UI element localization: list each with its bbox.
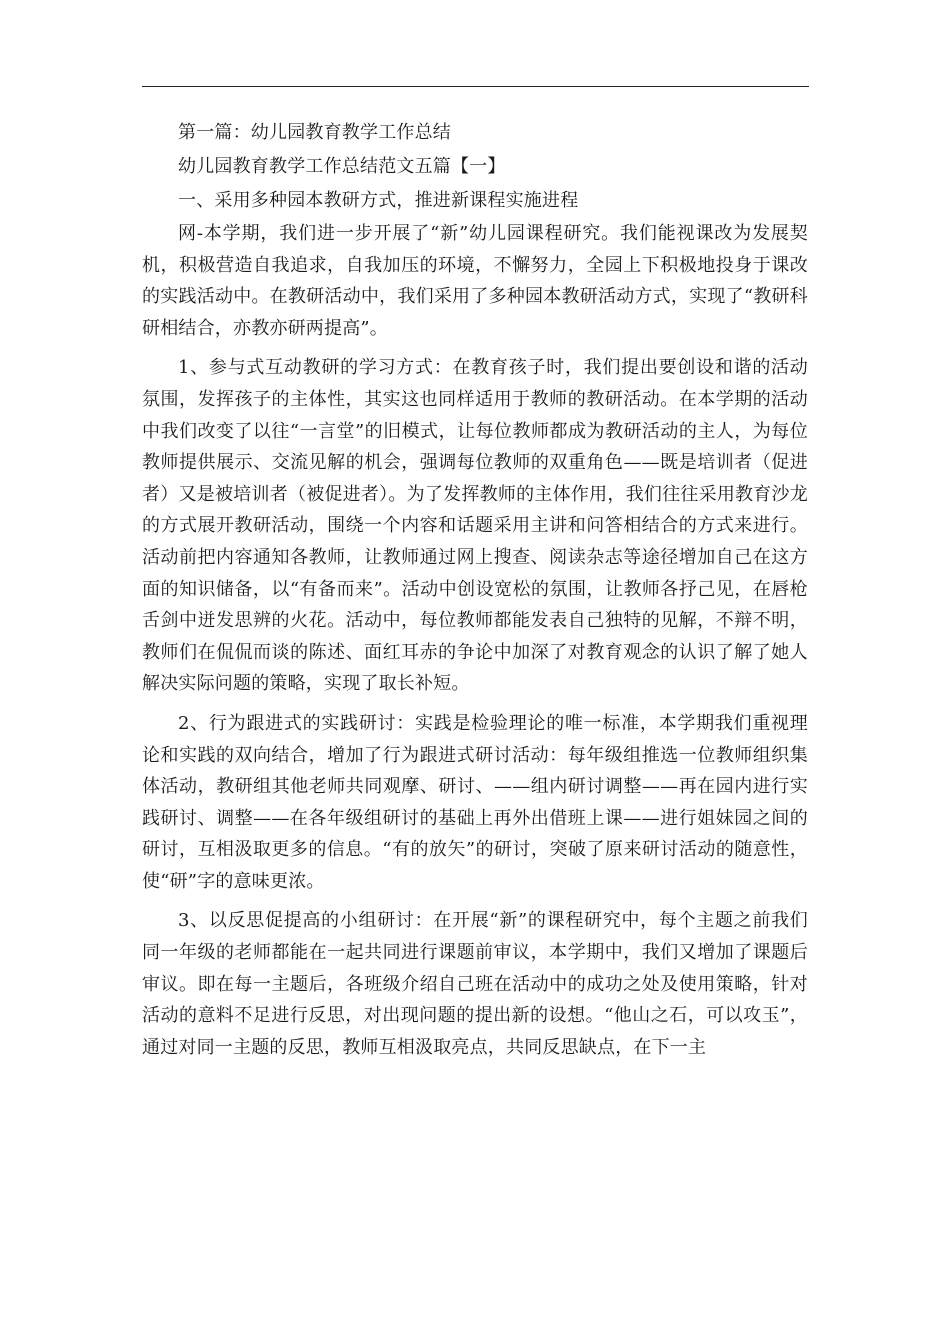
paragraph-item-3: 3、以反思促提高的小组研讨：在开展“新”的课程研究中，每个主题之前我们同一年级的老师都能在一起共同进行课题前审议，本学期中，我们又增加了课题后审议。即在每一主题后，各班级介绍自己班在活动中的成功之处及使用策略，针对活动的意料不足进行反思，对出现问题的提出新的设想。“他山之石，可以攻玉”，通过对同一主题的反思，教师互相汲取亮点，共同反思缺点，在下一主: [142, 910, 808, 1058]
paragraph-item-1: 1、参与式互动教研的学习方式：在教育孩子时，我们提出要创设和谐的活动氛围，发挥孩子的主体性，其实这也同样适用于教师的教研活动。在本学期的活动中我们改变了以往“一言堂”的旧模式，让每位教师都成为教研活动的主人，为每位教师提供展示、交流见解的机会，强调每位教师的双重角色——既是培训者（促进者）又是被培训者（被促进者）。为了发挥教师的主体作用，我们往往采用教育沙龙的方式展开教研活动，围绕一个内容和话题采用主讲和问答相结合的方式来进行。活动前把内容通知各教师，让教师通过网上搜查、阅读杂志等途径增加自己在这方面的知识储备，以“有备而来”。活动中创设宽松的氛围，让教师各抒己见，在唇枪舌剑中迸发思辨的火花。活动中，每位教师都能发表自己独特的见解，不辩不明，教师们在侃侃而谈的陈述、面红耳赤的争论中加深了对教育观念的认识了解了她人解决实际问题的策略，实现了取长补短。: [142, 357, 808, 695]
header-rule: [142, 86, 809, 87]
paragraph-intro: 网-本学期，我们进一步开展了“新”幼儿园课程研究。我们能视课改为发展契机，积极营造自我追求，自我加压的环境，不懈努力，全园上下积极地投身于课改的实践活动中。在教研活动中，我们采用了多种园本教研活动方式，实现了“教研科研相结合，亦教亦研两提高”。: [142, 223, 808, 339]
document-body: [142, 116, 808, 1071]
section-heading: 一、采用多种园本教研方式，推进新课程实施进程: [178, 190, 579, 211]
document-subtitle: 幼儿园教育教学工作总结范文五篇【一】: [178, 156, 506, 177]
paragraph-item-2: 2、行为跟进式的实践研讨：实践是检验理论的唯一标准，本学期我们重视理论和实践的双向结合，增加了行为跟进式研讨活动：每年级组推选一位教师组织集体活动，教研组其他老师共同观摩、研讨、——组内研讨调整——再在园内进行实践研讨、调整——在各年级组研讨的基础上再外出借班上课——进行姐妹园之间的研讨，互相汲取更多的信息。“有的放矢”的研讨，突破了原来研讨活动的随意性，使“研”字的意味更浓。: [142, 712, 808, 892]
document-title: 第一篇：幼儿园教育教学工作总结: [178, 122, 451, 143]
